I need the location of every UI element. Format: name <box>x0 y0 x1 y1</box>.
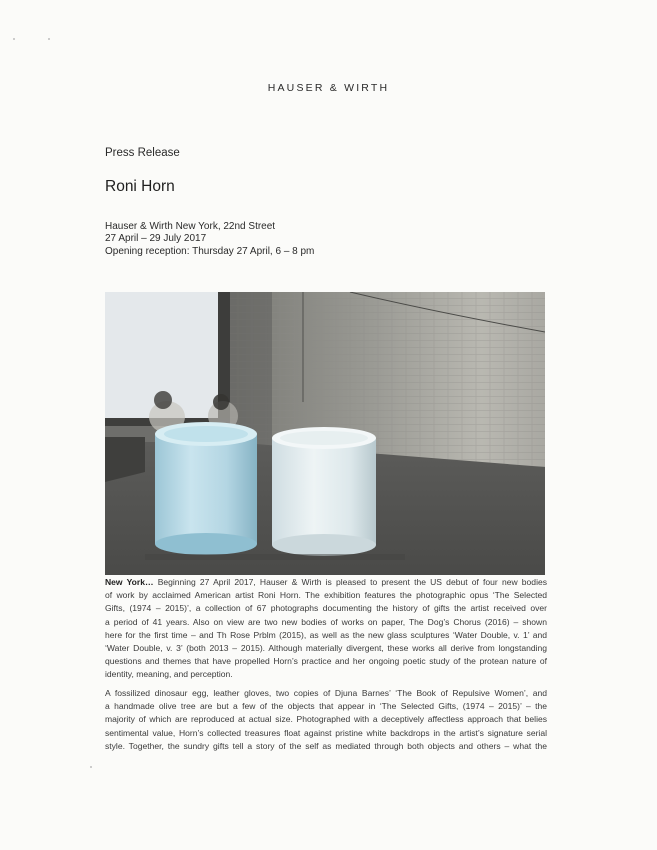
paragraph-line: ‘Water Double, v. 3’ (both 2013 – 2015). Although materially divergent, these works all derive from longstanding <box>105 643 547 654</box>
paragraph-line <box>105 576 547 589</box>
scan-speck <box>90 766 92 768</box>
paragraph-line: majority of which are reproduced at actual size. Photographed with a deceptively affectless approach that belies <box>105 714 547 725</box>
paragraph-line: a period of 41 years. Also on view are two new bodies of works on paper, The Dog’s Chorus (2016) – shown <box>105 616 547 627</box>
paragraph-line: Gifts, (1974 – 2015)’, a collection of 67 photographs documenting the history of gifts the artist received over <box>105 603 547 614</box>
exhibition-details <box>105 221 314 258</box>
paragraph-line: here for the first time – and Th Rose Prblm (2015), as well as the new glass sculptures ‘Water Double, v. 1’ and <box>105 629 547 640</box>
venue-line: Hauser & Wirth New York, 22nd Street <box>105 221 276 232</box>
paragraph-line: a handmade olive tree are but a few of the objects that appear in ‘The Selected Gifts, (1974 – 2015)’ – the <box>105 701 547 712</box>
document-title: Roni Horn <box>105 178 175 195</box>
paragraph-line: style. Together, the sundry gifts tell a story of the self as mediated through both objects and others – what the <box>105 740 547 751</box>
document-label: Press Release <box>105 147 180 159</box>
paragraph-line: of work by acclaimed American artist Roni Horn. The exhibition features the photographic opus ‘The Selected <box>105 590 547 601</box>
selected-gifts-paragraph <box>105 687 547 753</box>
scan-speck <box>13 38 15 40</box>
reception-line: Opening reception: Thursday 27 April, 6 – 8 pm <box>105 245 315 257</box>
paragraph-line: sentimental value, Horn’s collected treasures float against pristine white backdrops in the artist’s signature serial <box>105 727 547 738</box>
installation-photo <box>105 292 545 575</box>
dates-line: 27 April – 29 July 2017 <box>105 233 207 245</box>
paragraph-line: A fossilized dinosaur egg, leather gloves, two copies of Djuna Barnes’ ‘The Book of Repulsive Women’, and <box>105 688 547 698</box>
paragraph-line: identity, meaning, and perception. <box>105 669 233 680</box>
gallery-logo: HAUSER & WIRTH <box>267 82 390 94</box>
paragraph-line: questions and themes that have propelled Horn’s practice and her ongoing poetic study of the protean nature of <box>105 656 547 667</box>
scan-speck <box>48 38 50 40</box>
intro-paragraph <box>105 576 547 682</box>
line-text: Beginning 27 April 2017, Hauser & Wirth is pleased to present the US debut of four new bodies <box>153 577 547 587</box>
dateline: New York… <box>105 577 154 587</box>
installation-photo-graphic <box>105 292 545 575</box>
